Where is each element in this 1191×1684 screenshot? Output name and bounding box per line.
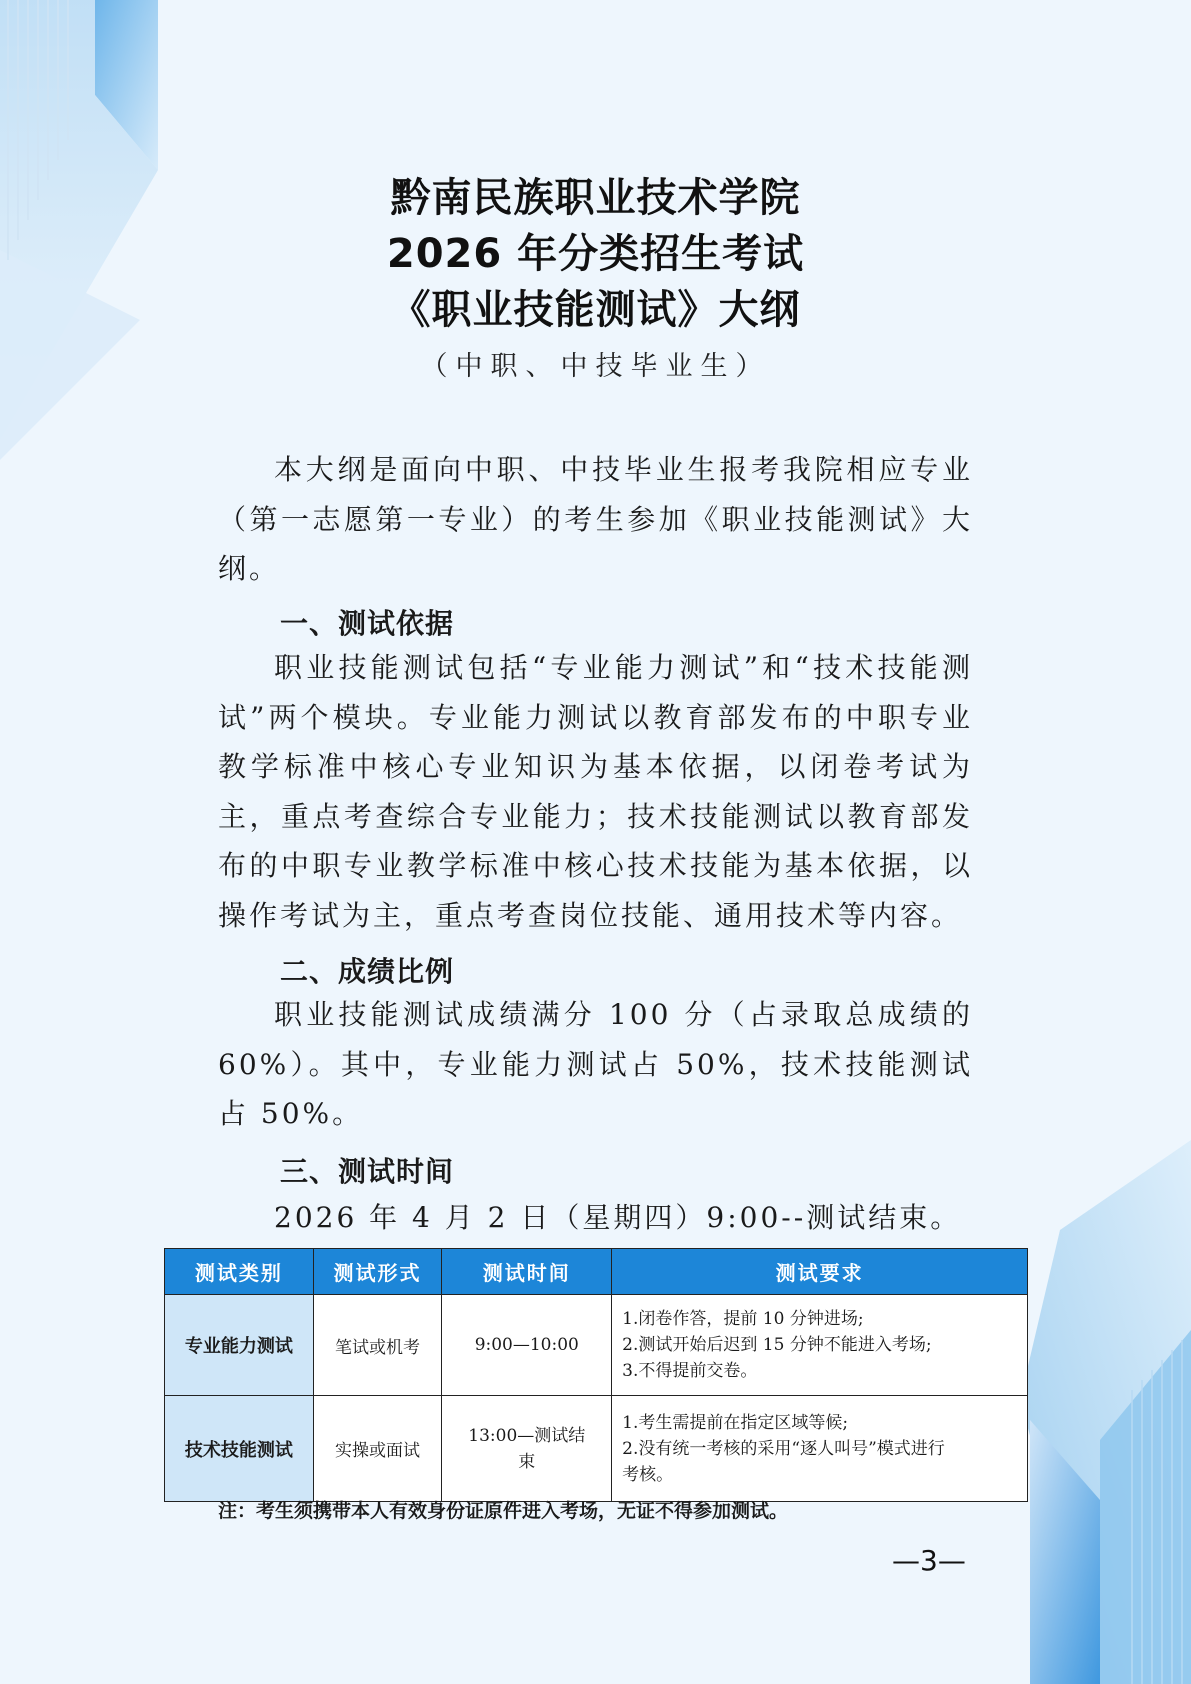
title-line-2: 2026 年分类招生考试 [386,231,805,277]
requirement-line: 3.不得提前交卷。 [622,1361,758,1381]
table-header-row [165,1249,1028,1295]
cell-form: 笔试或机考 [313,1295,442,1396]
cell-form: 实操或面试 [313,1396,442,1502]
title-line-3: 《职业技能测试》大纲 [390,287,801,333]
cell-category: 专业能力测试 [165,1295,314,1396]
section-body-time: 2026 年 4 月 2 日（星期四）9:00--测试结束。 [274,1201,962,1234]
requirement-line: 1.考生需提前在指定区域等候; [622,1412,849,1433]
requirement-line: 1.闭卷作答，提前 10 分钟进场; [622,1309,864,1329]
intro-paragraph: 本大纲是面向中职、中技毕业生报考我院相应专业（第一志愿第一专业）的考生参加《职业技能测试》大纲。 [218,453,973,585]
header-time: 测试时间 [442,1249,612,1295]
cell-category: 技术技能测试 [165,1396,314,1502]
cell-time: 13:00—测试结束 [442,1396,612,1502]
header-requirements: 测试要求 [612,1249,1028,1295]
cell-requirements [612,1396,1028,1502]
header-form: 测试形式 [313,1249,442,1295]
cell-requirements [612,1295,1028,1396]
section-heading-time: 三、测试时间 [280,1155,455,1188]
footnote: 注：考生须携带本人有效身份证原件进入考场，无证不得参加测试。 [218,1500,789,1522]
subtitle: （中职、中技毕业生） [420,351,771,382]
requirement-line: 考核。 [622,1464,674,1485]
section-heading-basis: 一、测试依据 [280,607,455,640]
cell-time: 9:00—10:00 [442,1295,612,1396]
requirement-line: 2.没有统一考核的采用“逐人叫号”模式进行 [622,1438,945,1459]
section-body-score: 职业技能测试成绩满分 100 分（占录取总成绩的 60%）。其中，专业能力测试占 50%，技术技能测试占 50%。 [218,998,973,1130]
title-line-1: 黔南民族职业技术学院 [390,175,801,221]
header-category: 测试类别 [165,1249,314,1295]
page-number: —3— [892,1544,966,1577]
schedule-table [164,1248,1028,1502]
requirement-line: 2.测试开始后迟到 15 分钟不能进入考场; [622,1335,932,1355]
table-row [165,1396,1028,1502]
section-heading-score: 二、成绩比例 [280,955,455,988]
table-row [165,1295,1028,1396]
section-body-basis: 职业技能测试包括“专业能力测试”和“技术技能测试”两个模块。专业能力测试以教育部发布的中职专业教学标准中核心专业知识为基本依据，以闭卷考试为主，重点考查综合专业能力；技术技能测试以教育部发布的中职专业教学标准中核心技术技能为基本依据，以操作考试为主，重点考查岗位技能、通用技术等内容。 [218,651,973,932]
